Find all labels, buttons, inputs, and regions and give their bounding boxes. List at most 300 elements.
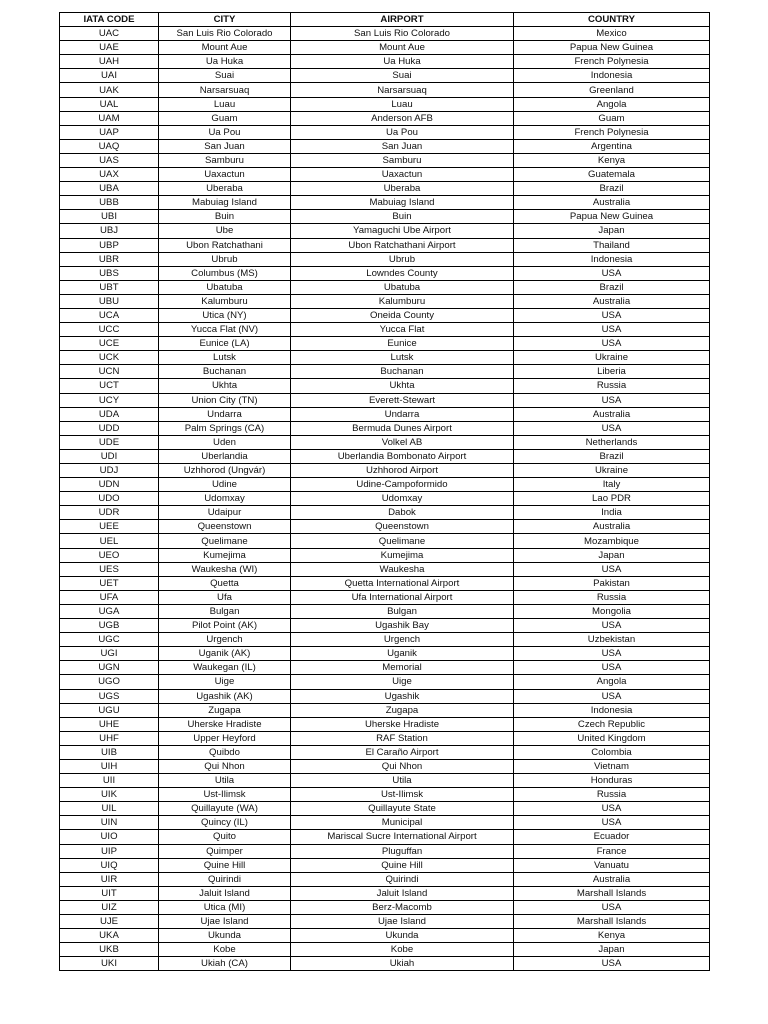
cell-city: San Juan bbox=[159, 139, 291, 153]
cell-country: USA bbox=[514, 393, 710, 407]
cell-iata-code: UGI bbox=[60, 647, 159, 661]
cell-city: Ukhta bbox=[159, 379, 291, 393]
cell-iata-code: UBA bbox=[60, 182, 159, 196]
header-city: CITY bbox=[159, 13, 291, 27]
cell-iata-code: UHF bbox=[60, 731, 159, 745]
cell-country: Thailand bbox=[514, 238, 710, 252]
cell-country: Mozambique bbox=[514, 534, 710, 548]
cell-country: Papua New Guinea bbox=[514, 41, 710, 55]
cell-iata-code: UDI bbox=[60, 449, 159, 463]
cell-country: French Polynesia bbox=[514, 125, 710, 139]
table-row bbox=[60, 900, 710, 914]
cell-airport: Pluguffan bbox=[291, 844, 514, 858]
cell-airport: Utila bbox=[291, 774, 514, 788]
cell-city: Bulgan bbox=[159, 604, 291, 618]
cell-city: Uige bbox=[159, 675, 291, 689]
cell-city: Ukunda bbox=[159, 929, 291, 943]
cell-iata-code: UDA bbox=[60, 407, 159, 421]
cell-city: Palm Springs (CA) bbox=[159, 421, 291, 435]
cell-iata-code: UIP bbox=[60, 844, 159, 858]
cell-airport: Ugashik Bay bbox=[291, 619, 514, 633]
table-row bbox=[60, 633, 710, 647]
cell-iata-code: UAI bbox=[60, 69, 159, 83]
cell-country: United Kingdom bbox=[514, 731, 710, 745]
cell-country: Russia bbox=[514, 788, 710, 802]
cell-country: Kenya bbox=[514, 153, 710, 167]
cell-city: Lutsk bbox=[159, 351, 291, 365]
table-row bbox=[60, 886, 710, 900]
cell-country: Honduras bbox=[514, 774, 710, 788]
cell-airport: Lowndes County bbox=[291, 266, 514, 280]
table-row bbox=[60, 196, 710, 210]
cell-country: Italy bbox=[514, 478, 710, 492]
table-row bbox=[60, 393, 710, 407]
cell-country: Mexico bbox=[514, 27, 710, 41]
cell-iata-code: UIZ bbox=[60, 900, 159, 914]
cell-airport: Ukunda bbox=[291, 929, 514, 943]
cell-airport: Ugashik bbox=[291, 689, 514, 703]
cell-country: Angola bbox=[514, 97, 710, 111]
cell-iata-code: UCN bbox=[60, 365, 159, 379]
cell-airport: Quelimane bbox=[291, 534, 514, 548]
cell-iata-code: UDE bbox=[60, 435, 159, 449]
cell-country: Russia bbox=[514, 379, 710, 393]
table-row bbox=[60, 97, 710, 111]
cell-airport: Quirindi bbox=[291, 872, 514, 886]
cell-airport: Buin bbox=[291, 210, 514, 224]
table-row bbox=[60, 576, 710, 590]
cell-airport: Uberaba bbox=[291, 182, 514, 196]
cell-airport: Bermuda Dunes Airport bbox=[291, 421, 514, 435]
cell-iata-code: UIB bbox=[60, 745, 159, 759]
cell-country: Czech Republic bbox=[514, 717, 710, 731]
cell-iata-code: UIT bbox=[60, 886, 159, 900]
cell-city: Quincy (IL) bbox=[159, 816, 291, 830]
cell-city: Kumejima bbox=[159, 548, 291, 562]
airport-codes-sheet bbox=[59, 12, 709, 971]
cell-city: Ufa bbox=[159, 590, 291, 604]
cell-country: Vietnam bbox=[514, 759, 710, 773]
table-row bbox=[60, 661, 710, 675]
table-row bbox=[60, 534, 710, 548]
cell-iata-code: UIQ bbox=[60, 858, 159, 872]
cell-airport: Uberlandia Bombonato Airport bbox=[291, 449, 514, 463]
cell-airport: Kobe bbox=[291, 943, 514, 957]
cell-country: Indonesia bbox=[514, 252, 710, 266]
cell-airport: Dabok bbox=[291, 506, 514, 520]
cell-airport: Uige bbox=[291, 675, 514, 689]
table-row bbox=[60, 915, 710, 929]
header-row bbox=[60, 13, 710, 27]
cell-airport: El Caraño Airport bbox=[291, 745, 514, 759]
cell-iata-code: UAM bbox=[60, 111, 159, 125]
cell-city: Buin bbox=[159, 210, 291, 224]
cell-city: Jaluit Island bbox=[159, 886, 291, 900]
table-body bbox=[60, 27, 710, 971]
cell-iata-code: UAS bbox=[60, 153, 159, 167]
cell-city: Ua Pou bbox=[159, 125, 291, 139]
table-row bbox=[60, 55, 710, 69]
table-row bbox=[60, 703, 710, 717]
cell-city: Quimper bbox=[159, 844, 291, 858]
cell-city: Quibdo bbox=[159, 745, 291, 759]
cell-iata-code: UIO bbox=[60, 830, 159, 844]
cell-iata-code: UIL bbox=[60, 802, 159, 816]
table-row bbox=[60, 27, 710, 41]
cell-country: Argentina bbox=[514, 139, 710, 153]
cell-country: Japan bbox=[514, 548, 710, 562]
cell-country: Guam bbox=[514, 111, 710, 125]
cell-iata-code: UGN bbox=[60, 661, 159, 675]
cell-airport: Uganik bbox=[291, 647, 514, 661]
cell-iata-code: UKA bbox=[60, 929, 159, 943]
cell-airport: Eunice bbox=[291, 337, 514, 351]
cell-iata-code: UBR bbox=[60, 252, 159, 266]
table-row bbox=[60, 830, 710, 844]
cell-city: Uberaba bbox=[159, 182, 291, 196]
cell-iata-code: UBT bbox=[60, 280, 159, 294]
table-row bbox=[60, 929, 710, 943]
cell-airport: Ubrub bbox=[291, 252, 514, 266]
cell-country: Ecuador bbox=[514, 830, 710, 844]
table-row bbox=[60, 210, 710, 224]
cell-airport: Ua Huka bbox=[291, 55, 514, 69]
cell-city: Uberlandia bbox=[159, 449, 291, 463]
cell-country: USA bbox=[514, 957, 710, 971]
cell-iata-code: UIH bbox=[60, 759, 159, 773]
table-row bbox=[60, 449, 710, 463]
cell-country: Australia bbox=[514, 196, 710, 210]
table-row bbox=[60, 731, 710, 745]
cell-city: Uzhhorod (Ungvár) bbox=[159, 464, 291, 478]
cell-country: Ukraine bbox=[514, 351, 710, 365]
cell-country: Brazil bbox=[514, 182, 710, 196]
cell-airport: Ubatuba bbox=[291, 280, 514, 294]
cell-city: Buchanan bbox=[159, 365, 291, 379]
cell-airport: Narsarsuaq bbox=[291, 83, 514, 97]
cell-iata-code: UBJ bbox=[60, 224, 159, 238]
cell-iata-code: UIK bbox=[60, 788, 159, 802]
cell-iata-code: UFA bbox=[60, 590, 159, 604]
cell-city: Waukesha (WI) bbox=[159, 562, 291, 576]
cell-country: USA bbox=[514, 308, 710, 322]
table-row bbox=[60, 464, 710, 478]
table-row bbox=[60, 125, 710, 139]
cell-airport: San Juan bbox=[291, 139, 514, 153]
cell-iata-code: UGB bbox=[60, 619, 159, 633]
cell-city: Quito bbox=[159, 830, 291, 844]
cell-airport: Udine-Campoformido bbox=[291, 478, 514, 492]
cell-country: Netherlands bbox=[514, 435, 710, 449]
cell-city: Narsarsuaq bbox=[159, 83, 291, 97]
cell-airport: San Luis Rio Colorado bbox=[291, 27, 514, 41]
cell-country: USA bbox=[514, 562, 710, 576]
table-row bbox=[60, 407, 710, 421]
airport-codes-table bbox=[59, 12, 710, 971]
cell-country: USA bbox=[514, 802, 710, 816]
cell-airport: Quine Hill bbox=[291, 858, 514, 872]
cell-airport: Ubon Ratchathani Airport bbox=[291, 238, 514, 252]
table-row bbox=[60, 294, 710, 308]
cell-city: Ujae Island bbox=[159, 915, 291, 929]
cell-city: Upper Heyford bbox=[159, 731, 291, 745]
cell-country: Kenya bbox=[514, 929, 710, 943]
cell-country: Angola bbox=[514, 675, 710, 689]
table-row bbox=[60, 548, 710, 562]
cell-city: Eunice (LA) bbox=[159, 337, 291, 351]
cell-airport: Mariscal Sucre International Airport bbox=[291, 830, 514, 844]
table-row bbox=[60, 788, 710, 802]
cell-iata-code: UEL bbox=[60, 534, 159, 548]
cell-city: Pilot Point (AK) bbox=[159, 619, 291, 633]
table-row bbox=[60, 562, 710, 576]
cell-iata-code: UGU bbox=[60, 703, 159, 717]
cell-airport: Waukesha bbox=[291, 562, 514, 576]
table-row bbox=[60, 252, 710, 266]
cell-country: Australia bbox=[514, 872, 710, 886]
cell-city: Queenstown bbox=[159, 520, 291, 534]
cell-city: Uden bbox=[159, 435, 291, 449]
cell-iata-code: UCA bbox=[60, 308, 159, 322]
cell-iata-code: UDO bbox=[60, 492, 159, 506]
table-row bbox=[60, 365, 710, 379]
cell-country: USA bbox=[514, 900, 710, 914]
header-airport: AIRPORT bbox=[291, 13, 514, 27]
cell-country: Greenland bbox=[514, 83, 710, 97]
table-row bbox=[60, 520, 710, 534]
table-row bbox=[60, 139, 710, 153]
cell-iata-code: UDJ bbox=[60, 464, 159, 478]
table-row bbox=[60, 872, 710, 886]
cell-city: Ubatuba bbox=[159, 280, 291, 294]
cell-city: Kalumburu bbox=[159, 294, 291, 308]
table-row bbox=[60, 280, 710, 294]
cell-country: USA bbox=[514, 323, 710, 337]
cell-airport: Bulgan bbox=[291, 604, 514, 618]
cell-country: French Polynesia bbox=[514, 55, 710, 69]
cell-city: Mount Aue bbox=[159, 41, 291, 55]
table-header bbox=[60, 13, 710, 27]
cell-city: Mabuiag Island bbox=[159, 196, 291, 210]
cell-airport: Uaxactun bbox=[291, 168, 514, 182]
cell-iata-code: UDD bbox=[60, 421, 159, 435]
cell-iata-code: UBP bbox=[60, 238, 159, 252]
cell-airport: Urgench bbox=[291, 633, 514, 647]
cell-airport: Udomxay bbox=[291, 492, 514, 506]
table-row bbox=[60, 717, 710, 731]
cell-airport: Uzhhorod Airport bbox=[291, 464, 514, 478]
cell-airport: Suai bbox=[291, 69, 514, 83]
cell-iata-code: UGS bbox=[60, 689, 159, 703]
cell-airport: Memorial bbox=[291, 661, 514, 675]
cell-iata-code: UKB bbox=[60, 943, 159, 957]
table-row bbox=[60, 83, 710, 97]
cell-airport: Volkel AB bbox=[291, 435, 514, 449]
cell-country: Lao PDR bbox=[514, 492, 710, 506]
header-iata-code: IATA CODE bbox=[60, 13, 159, 27]
cell-airport: Ukhta bbox=[291, 379, 514, 393]
cell-city: Quelimane bbox=[159, 534, 291, 548]
cell-city: Quillayute (WA) bbox=[159, 802, 291, 816]
cell-country: Australia bbox=[514, 294, 710, 308]
cell-airport: Ufa International Airport bbox=[291, 590, 514, 604]
table-row bbox=[60, 844, 710, 858]
cell-airport: Mabuiag Island bbox=[291, 196, 514, 210]
cell-airport: Yamaguchi Ube Airport bbox=[291, 224, 514, 238]
cell-country: Japan bbox=[514, 224, 710, 238]
cell-city: Ust-Ilimsk bbox=[159, 788, 291, 802]
cell-iata-code: UEE bbox=[60, 520, 159, 534]
cell-airport: Anderson AFB bbox=[291, 111, 514, 125]
cell-iata-code: UGA bbox=[60, 604, 159, 618]
cell-iata-code: UCE bbox=[60, 337, 159, 351]
cell-city: Ube bbox=[159, 224, 291, 238]
cell-iata-code: UES bbox=[60, 562, 159, 576]
cell-airport: Municipal bbox=[291, 816, 514, 830]
cell-iata-code: UBB bbox=[60, 196, 159, 210]
cell-city: Urgench bbox=[159, 633, 291, 647]
table-row bbox=[60, 238, 710, 252]
cell-country: USA bbox=[514, 266, 710, 280]
cell-iata-code: UDR bbox=[60, 506, 159, 520]
cell-city: Udomxay bbox=[159, 492, 291, 506]
cell-iata-code: UBI bbox=[60, 210, 159, 224]
cell-city: Utica (MI) bbox=[159, 900, 291, 914]
cell-country: India bbox=[514, 506, 710, 520]
cell-city: Undarra bbox=[159, 407, 291, 421]
cell-city: Udaipur bbox=[159, 506, 291, 520]
cell-city: Utila bbox=[159, 774, 291, 788]
table-row bbox=[60, 69, 710, 83]
cell-country: Australia bbox=[514, 520, 710, 534]
cell-iata-code: UAK bbox=[60, 83, 159, 97]
cell-country: Mongolia bbox=[514, 604, 710, 618]
table-row bbox=[60, 619, 710, 633]
cell-airport: Zugapa bbox=[291, 703, 514, 717]
cell-airport: Quillayute State bbox=[291, 802, 514, 816]
table-row bbox=[60, 379, 710, 393]
cell-country: Uzbekistan bbox=[514, 633, 710, 647]
cell-iata-code: UCK bbox=[60, 351, 159, 365]
cell-country: Indonesia bbox=[514, 703, 710, 717]
cell-iata-code: UCT bbox=[60, 379, 159, 393]
cell-country: Brazil bbox=[514, 449, 710, 463]
cell-city: San Luis Rio Colorado bbox=[159, 27, 291, 41]
cell-airport: RAF Station bbox=[291, 731, 514, 745]
cell-airport: Kumejima bbox=[291, 548, 514, 562]
cell-city: Zugapa bbox=[159, 703, 291, 717]
cell-iata-code: UAE bbox=[60, 41, 159, 55]
cell-city: Uaxactun bbox=[159, 168, 291, 182]
cell-iata-code: UEO bbox=[60, 548, 159, 562]
cell-airport: Uherske Hradiste bbox=[291, 717, 514, 731]
table-row bbox=[60, 168, 710, 182]
cell-airport: Jaluit Island bbox=[291, 886, 514, 900]
table-row bbox=[60, 506, 710, 520]
cell-airport: Buchanan bbox=[291, 365, 514, 379]
cell-iata-code: UIN bbox=[60, 816, 159, 830]
cell-airport: Ust-Ilimsk bbox=[291, 788, 514, 802]
cell-city: Columbus (MS) bbox=[159, 266, 291, 280]
cell-country: Guatemala bbox=[514, 168, 710, 182]
table-row bbox=[60, 492, 710, 506]
cell-city: Union City (TN) bbox=[159, 393, 291, 407]
cell-airport: Lutsk bbox=[291, 351, 514, 365]
cell-city: Qui Nhon bbox=[159, 759, 291, 773]
cell-country: Marshall Islands bbox=[514, 886, 710, 900]
table-row bbox=[60, 421, 710, 435]
cell-city: Samburu bbox=[159, 153, 291, 167]
cell-city: Quetta bbox=[159, 576, 291, 590]
cell-airport: Samburu bbox=[291, 153, 514, 167]
cell-city: Quine Hill bbox=[159, 858, 291, 872]
cell-country: Brazil bbox=[514, 280, 710, 294]
cell-iata-code: UAL bbox=[60, 97, 159, 111]
cell-iata-code: UIR bbox=[60, 872, 159, 886]
cell-country: USA bbox=[514, 689, 710, 703]
cell-airport: Mount Aue bbox=[291, 41, 514, 55]
cell-airport: Ukiah bbox=[291, 957, 514, 971]
table-row bbox=[60, 478, 710, 492]
cell-iata-code: UHE bbox=[60, 717, 159, 731]
cell-country: Liberia bbox=[514, 365, 710, 379]
cell-airport: Luau bbox=[291, 97, 514, 111]
table-row bbox=[60, 41, 710, 55]
table-row bbox=[60, 337, 710, 351]
table-row bbox=[60, 308, 710, 322]
cell-iata-code: UII bbox=[60, 774, 159, 788]
table-row bbox=[60, 182, 710, 196]
table-row bbox=[60, 604, 710, 618]
cell-airport: Queenstown bbox=[291, 520, 514, 534]
cell-iata-code: UAP bbox=[60, 125, 159, 139]
table-row bbox=[60, 759, 710, 773]
cell-iata-code: UBS bbox=[60, 266, 159, 280]
cell-country: Indonesia bbox=[514, 69, 710, 83]
cell-city: Ua Huka bbox=[159, 55, 291, 69]
cell-iata-code: UGC bbox=[60, 633, 159, 647]
cell-iata-code: UDN bbox=[60, 478, 159, 492]
cell-city: Utica (NY) bbox=[159, 308, 291, 322]
cell-airport: Undarra bbox=[291, 407, 514, 421]
table-row bbox=[60, 111, 710, 125]
cell-iata-code: UAQ bbox=[60, 139, 159, 153]
cell-city: Guam bbox=[159, 111, 291, 125]
cell-airport: Yucca Flat bbox=[291, 323, 514, 337]
table-row bbox=[60, 802, 710, 816]
cell-country: USA bbox=[514, 816, 710, 830]
cell-airport: Qui Nhon bbox=[291, 759, 514, 773]
cell-iata-code: UCC bbox=[60, 323, 159, 337]
cell-country: USA bbox=[514, 337, 710, 351]
cell-city: Yucca Flat (NV) bbox=[159, 323, 291, 337]
cell-country: Ukraine bbox=[514, 464, 710, 478]
cell-iata-code: UET bbox=[60, 576, 159, 590]
cell-city: Ugashik (AK) bbox=[159, 689, 291, 703]
table-row bbox=[60, 957, 710, 971]
cell-city: Kobe bbox=[159, 943, 291, 957]
cell-city: Uganik (AK) bbox=[159, 647, 291, 661]
cell-country: USA bbox=[514, 421, 710, 435]
table-row bbox=[60, 858, 710, 872]
table-row bbox=[60, 675, 710, 689]
cell-airport: Kalumburu bbox=[291, 294, 514, 308]
cell-country: Pakistan bbox=[514, 576, 710, 590]
cell-airport: Oneida County bbox=[291, 308, 514, 322]
cell-city: Uherske Hradiste bbox=[159, 717, 291, 731]
cell-country: Vanuatu bbox=[514, 858, 710, 872]
table-row bbox=[60, 647, 710, 661]
